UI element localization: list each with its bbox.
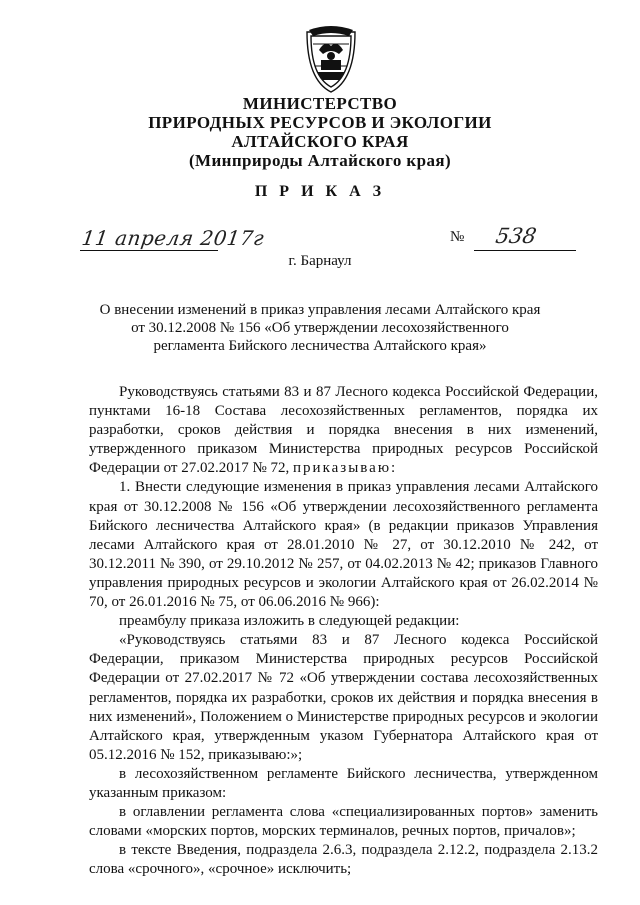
order-number-handwritten: 538 [493, 224, 539, 248]
paragraph-preamble [89, 383, 598, 478]
paragraph-item-1: 1. Внести следующие изменения в приказ управления лесами Алтайского края от 30.12.2008 № 156 «Об утверждении лесохозяйственного регламента Бийского лесничества Алтайского края» (в редакции приказов Управления лесами Алтайского края от 28.01.2010 № 27, от 30.12.2010 № 242, от 30.12.2011 № 390, от 29.10.2012 № 257, от 04.02.2013 № 42; приказов Главного управления природных ресурсов и экологии Алтайского края от 26.02.2014 № 70, от 26.01.2016 № 75, от 06.06.2016 № 966): [89, 479, 598, 611]
number-underline [474, 250, 576, 251]
coat-of-arms-emblem [299, 20, 363, 96]
order-title: П Р И К А З [254, 183, 386, 200]
preamble-text: Руководствуясь статьями 83 и 87 Лесного кодекса Российской Федерации, пунктами 16-18 Состава лесохозяйственных регламентов, порядка их разработки, сроков действия и порядка внесения в них изменений, утвержденного приказом Министерства природных ресурсов Российской Федерации от 27.02.2017 № 72, [89, 384, 598, 477]
ministry-short-name: (Минприроды Алтайского края) [188, 151, 452, 170]
order-number-label: № [450, 229, 465, 245]
ministry-name-line-3: АЛТАЙСКОГО КРАЯ [231, 132, 409, 151]
ministry-name-line-2: ПРИРОДНЫХ РЕСУРСОВ И ЭКОЛОГИИ [148, 113, 492, 132]
paragraph-new-preamble: «Руководствуясь статьями 83 и 87 Лесного кодекса Российской Федерации, приказом Министерства природных ресурсов Российской Федерации от 27.02.2017 № 72 «Об утверждении состава лесохозяйственных регламентов, порядка их разработки, сроков их действия и порядка внесения в них изменений», Положением о Министерстве природных ресурсов и экологии Алтайского края, утвержденным указом Губернатора Алтайского края от 05.12.2016 № 152, приказываю:»; [89, 632, 598, 763]
date-underline [80, 250, 218, 251]
order-date-handwritten: 11 апреля 2017г [80, 226, 266, 250]
order-city: г. Барнаул [288, 253, 352, 269]
order-directive-word: приказываю: [293, 460, 398, 477]
ministry-name-line-1: МИНИСТЕРСТВО [242, 94, 398, 113]
paragraph-preamble-change: преамбулу приказа изложить в следующей редакции: [119, 613, 460, 630]
subject-line-2: от 30.12.2008 № 156 «Об утверждении лесохозяйственного [131, 320, 509, 336]
paragraph-regulation: в лесохозяйственном регламенте Бийского лесничества, утвержденном указанным приказом: [89, 765, 598, 801]
order-body [89, 383, 598, 879]
order-subject [0, 301, 640, 355]
subject-line-3: регламента Бийского лесничества Алтайского края» [153, 338, 487, 354]
paragraph-table-of-contents: в оглавлении регламента слова «специализированных портов» заменить словами «морских портов, морских терминалов, речных портов, причалов»; [89, 804, 598, 840]
subject-line-1: О внесении изменений в приказ управления лесами Алтайского края [99, 302, 541, 318]
paragraph-introduction: в тексте Введения, подраздела 2.6.3, подраздела 2.12.2, подраздела 2.13.2 слова «срочного», «срочное» исключить; [89, 842, 598, 878]
